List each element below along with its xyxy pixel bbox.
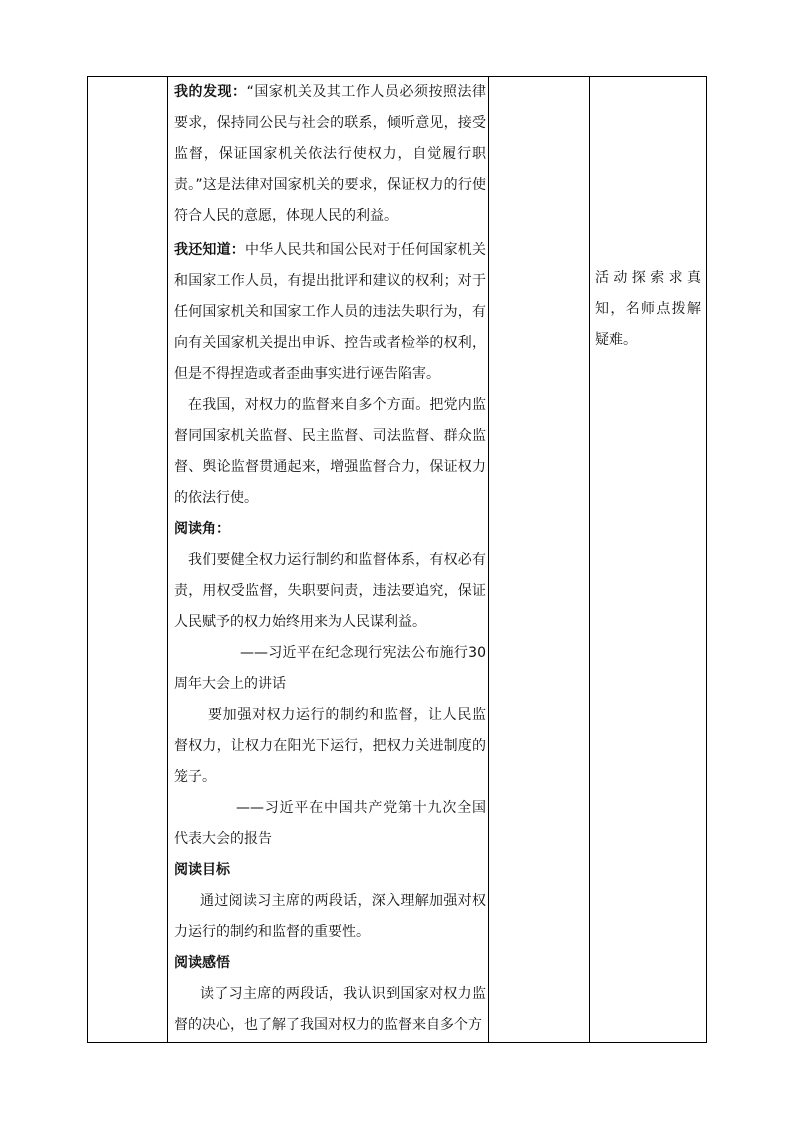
reading-goal-text: 通过阅读习主席的两段话，深入理解加强对权力运行的制约和监督的重要性。	[174, 893, 486, 940]
lesson-table	[87, 76, 707, 1043]
discovery-label: 我的发现：	[174, 84, 247, 100]
main-content-cell	[174, 77, 486, 1041]
reading-insight-heading: 阅读感悟	[174, 955, 230, 971]
supervision-paragraph: 在我国，对权力的监督来自多个方面。把党内监督同国家机关监督、民主监督、司法监督、群众监督、舆论监督贯通起来，增强监督合力，保证权力的依法行使。	[174, 397, 486, 506]
column-divider	[488, 77, 489, 1042]
reading-quote-2: 要加强对权力运行的制约和监督，让人民监督权力，让权力在阳光下运行，把权力关进制度的笼子。	[174, 707, 486, 785]
teaching-note-cell	[595, 263, 701, 356]
discovery-paragraph	[174, 77, 486, 232]
know-text: 中华人民共和国公民对于任何国家机关和国家工作人员，有提出批评和建议的权利；对于任何国家机关和国家工作人员的违法失职行为，有向有关国家机关提出申诉、控告或者检举的权利，但是不得捏造或者歪曲事实进行诬告陷害。	[174, 242, 486, 382]
reading-goal-heading: 阅读目标	[174, 862, 230, 878]
reading-insight-text: 读了习主席的两段话，我认识到国家对权力监督的决心，也了解了我国对权力的监督来自多个方	[174, 986, 486, 1033]
discovery-text: “国家机关及其工作人员必须按照法律要求，保持同公民与社会的联系，倾听意见，接受监督，保证国家机关依法行使权力，自觉履行职责。”这是法律对国家机关的要求，保证权力的行使符合人民的意愿，体现人民的利益。	[174, 84, 486, 224]
teaching-note-text: 活动探索求真知，名师点拨解疑难。	[595, 270, 701, 348]
know-paragraph	[174, 235, 486, 390]
reading-quote-1: 我们要健全权力运行制约和监督体系，有权必有责，用权受监督，失职要问责，违法要追究，保证人民赋予的权力始终用来为人民谋利益。	[174, 552, 486, 630]
column-divider	[167, 77, 168, 1042]
reading-citation-2: ——习近平在中国共产党第十九次全国代表大会的报告	[174, 800, 486, 847]
reading-corner-heading: 阅读角：	[174, 521, 230, 537]
reading-citation-1: ——习近平在纪念现行宪法公布施行30周年大会上的讲话	[174, 645, 486, 692]
column-divider	[589, 77, 590, 1042]
know-label: 我还知道：	[174, 242, 245, 258]
